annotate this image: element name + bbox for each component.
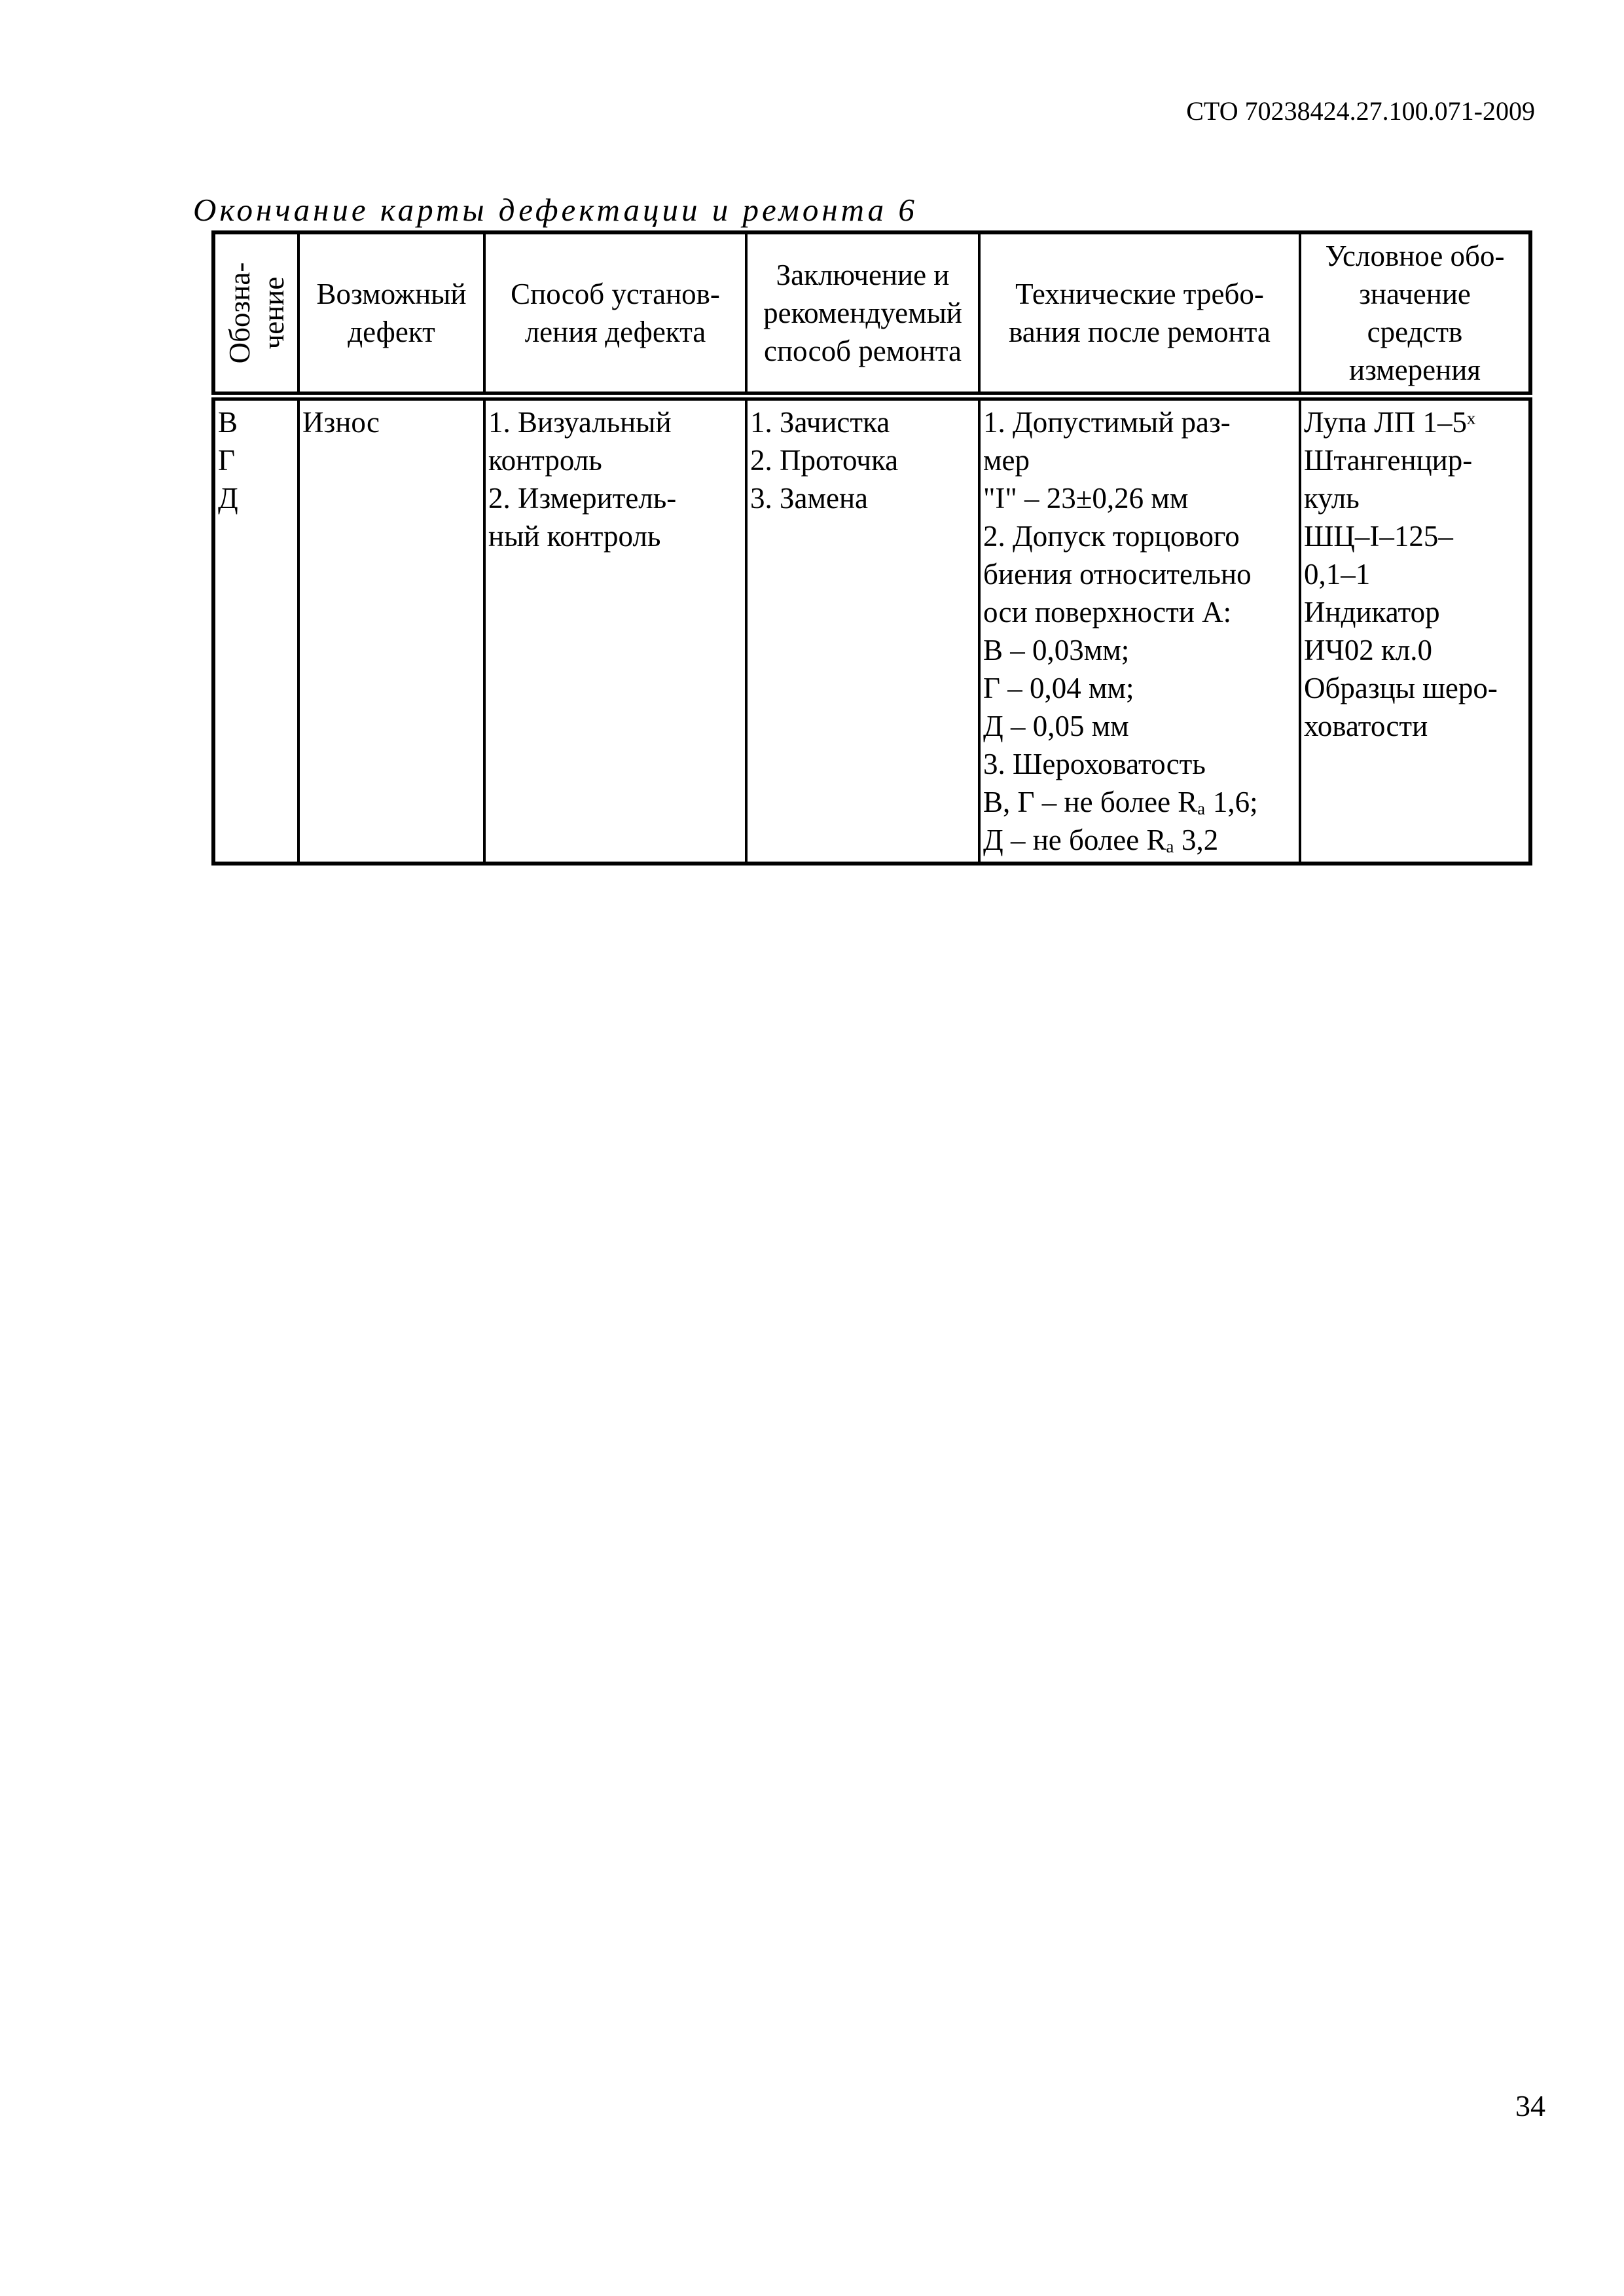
header-repair-method: Заключение и рекомендуемый способ ремонта [746, 232, 979, 396]
cell-technical-requirements: 1. Допустимый раз- мер "I" – 23±0,26 мм 2. Допуск торцового биения относительно оси поверхности А: В – 0,03мм; Г – 0,04 мм; Д – 0,05 мм 3. Шероховатость В, Г – не более Rₐ 1,6; Д – не более Rₐ 3,2 [979, 396, 1300, 864]
header-technical-requirements: Технические требо- вания после ремонта [979, 232, 1300, 396]
header-measuring-instruments: Условное обо- значение средств измерения [1300, 232, 1530, 396]
page-number: 34 [1515, 2089, 1545, 2123]
cell-detection-method: 1. Визуальный контроль 2. Измеритель- ный контроль [484, 396, 746, 864]
cell-repair-method: 1. Зачистка 2. Проточка 3. Замена [746, 396, 979, 864]
cell-defect: Износ [298, 396, 484, 864]
document-code: СТО 70238424.27.100.071-2009 [1186, 96, 1535, 126]
cell-measuring-instruments: Лупа ЛП 1–5ˣ Штангенцир- куль ШЦ–I–125– 0,1–1 Индикатор ИЧ02 кл.0 Образцы шеро- ховатости [1300, 396, 1530, 864]
cell-designation: В Г Д [213, 396, 298, 864]
table-header-row [213, 232, 1530, 396]
header-defect: Возможный дефект [298, 232, 484, 396]
table-row [213, 396, 1530, 864]
header-designation: Обозна- чение [213, 232, 298, 396]
defect-repair-table [211, 230, 1532, 866]
table-caption: Окончание карты дефектации и ремонта 6 [193, 192, 918, 228]
header-detection-method: Способ установ- ления дефекта [484, 232, 746, 396]
